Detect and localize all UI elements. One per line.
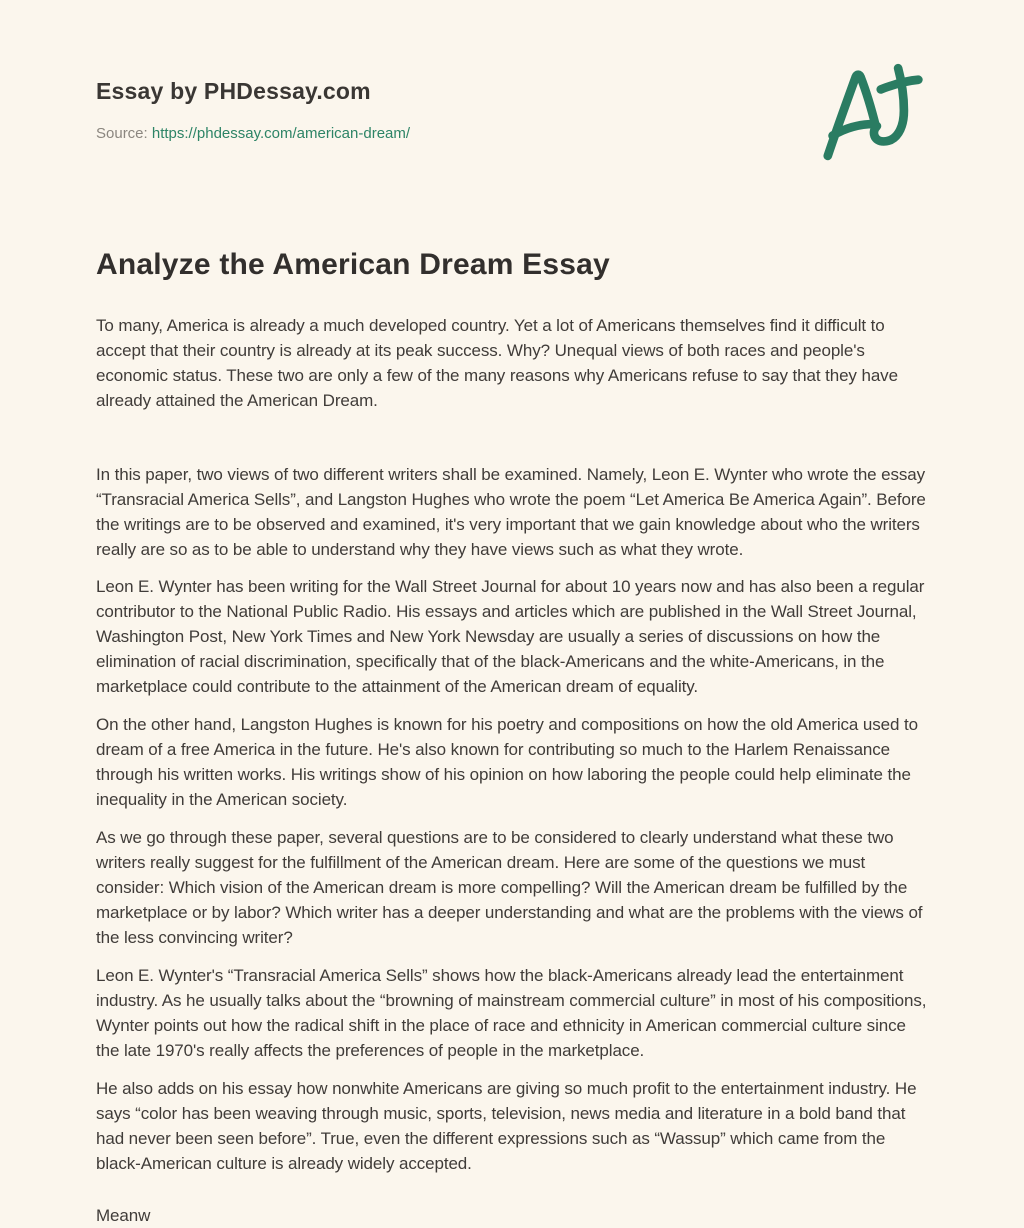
page-header [96,72,928,164]
essay-paragraph: In this paper, two views of two different writers shall be examined. Namely, Leon E. Wynter who wrote the essay “Transracial America Sells”, and Langston Hughes who wrote the poem “Let America Be America Again”. Before the writings are to be observed and examined, it's very important that we gain knowledge about who the writers really are so as to be able to understand why they have views such as what they wrote. [96,465,926,559]
essay-paragraph: On the other hand, Langston Hughes is known for his poetry and compositions on how the old America used to dream of a free America in the future. He's also known for contributing so much to the Harlem Renaissance through his written works. His writings show of his opinion on how laboring the people could help eliminate the inequality in the American society. [96,715,918,809]
brand-title: Essay by PHDessay.com [96,78,371,104]
essay-paragraph-truncated: Meanw [96,1206,151,1225]
essay-paragraph: Leon E. Wynter has been writing for the Wall Street Journal for about 10 years now and has also been a regular contributor to the National Public Radio. His essays and articles which are published in the Wall Street Journal, Washington Post, New York Times and New York Newsday are usually a series of discussions on how the elimination of racial discrimination, specifically that of the black-Americans and the white-Americans, in the marketplace could contribute to the attainment of the American dream of equality. [96,577,925,696]
source-label: Source: [96,125,148,142]
essay-paragraph: Leon E. Wynter's “Transracial America Sells” shows how the black-Americans already lead the entertainment industry. As he usually talks about the “browning of mainstream commercial culture” in most of his compositions, Wynter points out how the radical shift in the place of race and ethnicity in American commercial culture since the late 1970's really affects the preferences of people in the marketplace. [96,966,927,1060]
essay-paragraph: As we go through these paper, several questions are to be considered to clearly understand what these two writers really suggest for the fulfillment of the American dream. Here are some of the questions we must consider: Which vision of the American dream is more compelling? Will the American dream be fulfilled by the marketplace or by labor? Which writer has a deeper understanding and what are the problems with the views of the less convincing writer? [96,828,923,947]
a-plus-logo-icon [822,62,928,164]
essay-paragraph: He also adds on his essay how nonwhite Americans are giving so much profit to the entertainment industry. He says “color has been weaving through music, sports, television, news media and literature in a bold band that had never been seen before”. True, even the different expressions such as “Wassup” which came from the black-American culture is already widely accepted. [96,1079,917,1173]
source-line [96,125,410,142]
page-title: Analyze the American Dream Essay [96,248,610,281]
essay-paragraph: To many, America is already a much developed country. Yet a lot of Americans themselves find it difficult to accept that their country is already at its peak success. Why? Unequal views of both races and people's economic status. These two are only a few of the many reasons why Americans refuse to say that they have already attained the American Dream. [96,316,898,410]
essay-body [96,313,928,1228]
header-text-block [96,72,410,142]
source-link[interactable]: https://phdessay.com/american-dream/ [151,125,411,142]
